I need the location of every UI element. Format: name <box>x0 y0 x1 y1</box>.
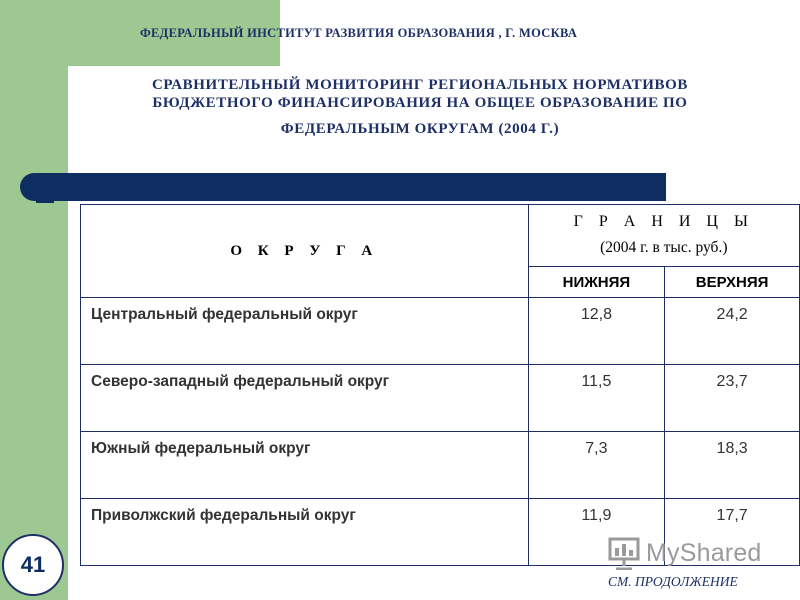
low-value: 7,3 <box>528 432 665 499</box>
title-line-3: ФЕДЕРАЛЬНЫМ ОКРУГАМ (2004 Г.) <box>280 121 560 137</box>
district-name: Приволжский федеральный округ <box>81 499 529 566</box>
navy-divider-bar <box>20 173 666 201</box>
left-green-band <box>0 0 68 600</box>
slide-title <box>100 76 740 138</box>
header-low: НИЖНЯЯ <box>528 267 665 298</box>
watermark-text: MyShared <box>646 538 762 567</box>
header-okruga: О К Р У Г А <box>81 205 529 298</box>
slide-number-badge: 41 <box>2 534 64 596</box>
header-high: ВЕРХНЯЯ <box>665 267 800 298</box>
watermark <box>608 536 762 570</box>
table-row <box>81 432 800 499</box>
low-value: 12,8 <box>528 298 665 365</box>
high-value: 24,2 <box>665 298 800 365</box>
title-line-1: СРАВНИТЕЛЬНЫЙ МОНИТОРИНГ РЕГИОНАЛЬНЫХ НОРМАТИВОВ <box>151 77 689 93</box>
district-name: Южный федеральный округ <box>81 432 529 499</box>
institute-header: ФЕДЕРАЛЬНЫЙ ИНСТИТУТ РАЗВИТИЯ ОБРАЗОВАНИЯ , Г. МОСКВА <box>140 26 578 40</box>
header-granicy <box>528 205 799 267</box>
high-value: 18,3 <box>665 432 800 499</box>
district-name: Северо-западный федеральный округ <box>81 365 529 432</box>
high-value: 23,7 <box>665 365 800 432</box>
table-row <box>81 365 800 432</box>
high-value: 17,7 <box>665 499 800 566</box>
presentation-board-icon <box>608 536 640 570</box>
table-row <box>81 298 800 365</box>
low-value: 11,5 <box>528 365 665 432</box>
header-granicy-label: Г Р А Н И Ц Ы <box>573 213 754 230</box>
funding-table <box>80 204 800 566</box>
navy-divider-stub <box>36 197 54 203</box>
district-name: Центральный федеральный округ <box>81 298 529 365</box>
continue-note[interactable]: СМ. ПРОДОЛЖЕНИЕ <box>608 574 738 589</box>
header-units-label: (2004 г. в тыс. руб.) <box>600 239 728 256</box>
low-value: 11,9 <box>528 499 665 566</box>
title-line-2: БЮДЖЕТНОГО ФИНАНСИРОВАНИЯ НА ОБЩЕЕ ОБРАЗОВАНИЕ ПО <box>152 95 688 111</box>
